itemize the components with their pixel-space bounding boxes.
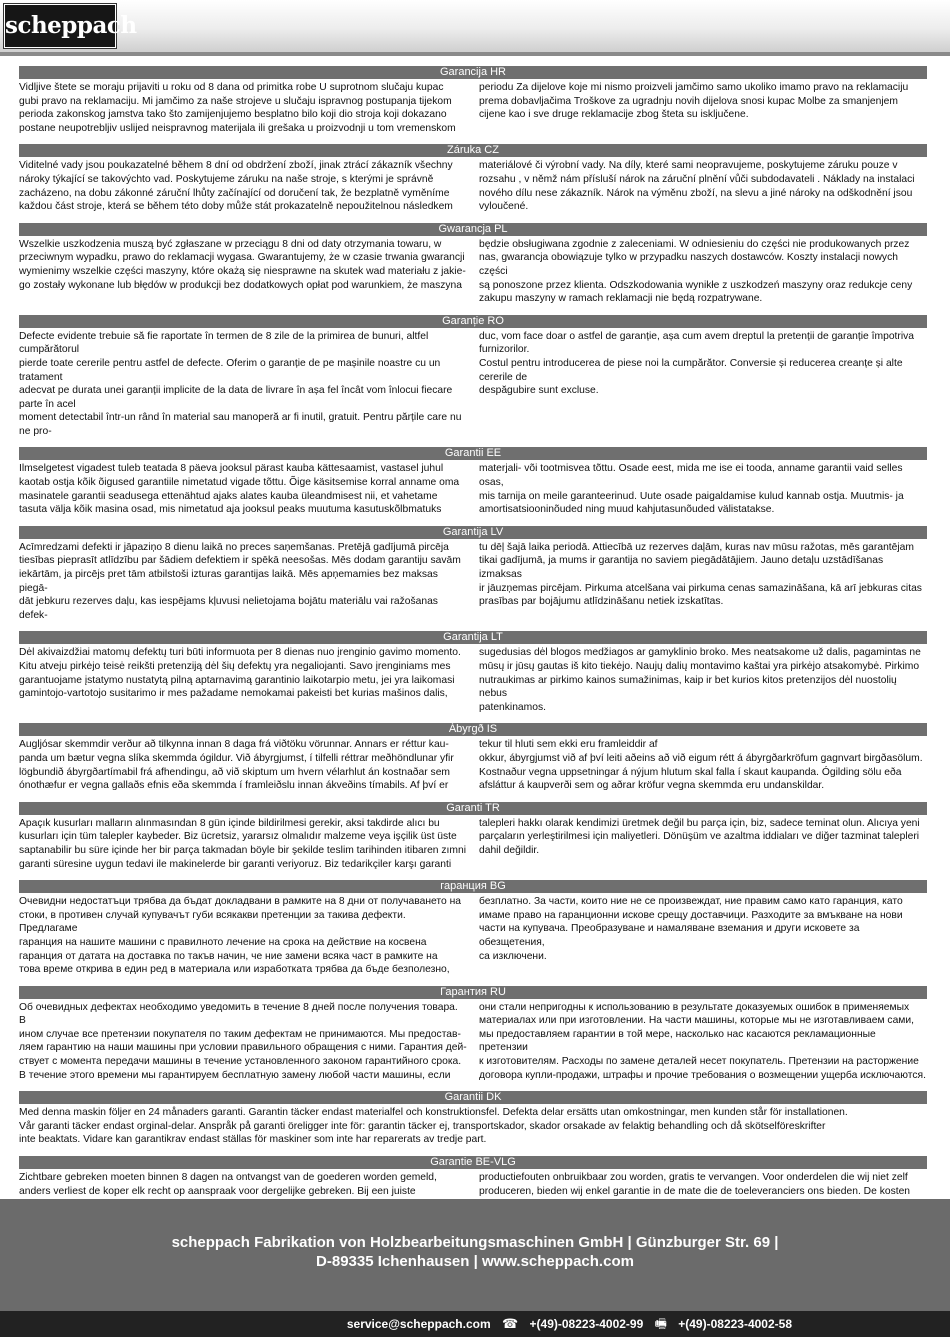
section-title: Garanție RO <box>19 315 927 328</box>
section-title: Garantii DK <box>19 1091 927 1104</box>
section-text-left: Viditelné vady jsou poukazatelné během 8 dní od obdržení zboží, jinak ztrácí zákazník všechny nároky týkající se takovýchto vad. Poskytujeme záruku na naše stroje, s kterými je správně zacházeno, na dobu zákonné záruční lhůty začínající od doručení tak, že bezplatně vyměníme každou část stroje, která se během této doby může stát prokazatelně nepoužitelnou následkem <box>19 160 453 213</box>
section-ee <box>19 447 927 516</box>
section-title: Záruka CZ <box>19 144 927 157</box>
section-text-left: Defecte evidente trebuie să fie raportate în termen de 8 zile de la primirea de bunuri, altfel cumpărătorul pierde toate cererile pentru astfel de defecte. Oferim o garanție de pe mașinile noastre cu un tratament adecvat pe durata unei garanții implicite de la data de livrare în așa fel încât vom înlocui fiecare parte în acel moment detectabil într-un rând în material sau manoperă ar fi inutil, gratuit. Pentru părțile care nu ne pro- <box>19 330 462 437</box>
section-ro <box>19 315 927 439</box>
section-text-right: tekur til hluti sem ekki eru framleiddir af okkur, ábyrgjumst við af því leiti aðeins að við eigum rétt á ábyrgðarkröfum gagnvart birgðasölum. Kostnaður vegna uppsetningar á nýjum hlutum skal falla í skaut kaupanda. Ógilding sölu eða afsláttur á kaupverði sem og aðrar kröfur vegna skemmda eru undanskildar. <box>479 739 923 792</box>
section-title: Garanti TR <box>19 802 927 815</box>
page-header <box>0 0 950 56</box>
section-cz <box>19 144 927 213</box>
section-text-right: безплатно. За части, които ние не се произвеждат, ние правим само като гаранция, като имаме право на гаранционни искове срещу доставчици. Разходите за вмъкване на нови части на купувача. Преобразуване и намаляване вземания и други исковете за обезщетения, са изключени. <box>479 896 903 962</box>
section-text-left: Dėl akivaizdžiai matomų defektų turi būti informuota per 8 dienas nuo įrenginio gavimo momento. Kitu atveju pirkėjo teisė reikšti pretenziją dėl šių defektų yra negaliojanti. Savo įrenginiams mes garantuojame įstatymo nustatytą pilną aptarnavimą garantinio laikotarpio metu, jei yra laikomasi gamintojo-vartotojo susitarimo ir mes pažadame nemokamai pakeisti bet kurias mašinos dalis, <box>19 647 461 700</box>
section-text-right: periodu Za dijelove koje mi nismo proizveli jamčimo samo ukoliko imamo pravo na reklamaciju prema dobavljačima Troškove za ugradnju novih dijelova snosi kupac Molbe za smanjenjem cijene kao i sve druge reklamacije zbog šteta su isključene. <box>479 82 909 121</box>
brand-logo: scheppach <box>4 4 116 48</box>
page-footer <box>0 1199 950 1337</box>
section-text-right: они стали непригодны к использованию в результате доказуемых ошибок в применяемых материалах или при изготовлении. На части машины, которые мы не изготавливаем сами, мы предоставляем гарантии в той мере, насколько нас касаются рекламационные претензии к изготовителям. Расходы по замене деталей несет покупатель. Претензии на расторжение договора купли-продажи, штрафы и прочие требования о возмещении ущерба исключаются. <box>479 1001 926 1081</box>
contact-bar <box>0 1311 950 1337</box>
section-text-full: Med denna maskin följer en 24 månaders garanti. Garantin täcker endast materialfel och konstruktionsfel. Defekta delar ersätts utan omkostningar, men kunden står för installationen. Vår garanti täcker endast orginal-delar. Anspråk på garanti öreligger inte för: garantin täcker ej, transportskador, skador orsakade av felaktig behandling och då skötselföreskrifter inte beaktats. Vidare kan garantikrav endast ställas för maskiner som inte har reparerats av tredje part. <box>19 1107 848 1146</box>
section-text-right: materjali- või tootmisvea tõttu. Osade eest, mida me ise ei tooda, anname garantii vaid selles osas, mis tarnija on meile garanteerinud. Uute osade paigaldamise kulud kannab ostja. Muutmis- ja amortisatsiooninõuded ning muud kahjutasunõuded välistatakse. <box>479 463 904 516</box>
section-title: Garantie BE-VLG <box>19 1156 927 1169</box>
section-lv <box>19 526 927 623</box>
section-bg <box>19 880 927 977</box>
section-title: Gwarancja PL <box>19 223 927 236</box>
section-title: Garancija HR <box>19 66 927 79</box>
section-title: Ábyrgð IS <box>19 723 927 736</box>
section-title: Гарантия RU <box>19 986 927 999</box>
phone-number[interactable]: +(49)-08223-4002-99 <box>529 1317 644 1331</box>
section-title: Garantija LT <box>19 631 927 644</box>
section-text-right: materiálové či výrobní vady. Na díly, které sami neopravujeme, poskytujeme záruku pouze v rozsahu , v němž nám přísluší nárok na záruční plnění vůči subdodavateli . Náklady na instalaci nového dílu nese zákazník. Nárok na výměnu zboží, na slevu a jiné nároky na odškodnění jsou vyloučené. <box>479 160 915 213</box>
warranty-content <box>19 66 927 1234</box>
section-text-left: Apaçık kusurları malların alınmasından 8 gün içinde bildirilmesi gerekir, aksi takdirde alıcı bu kusurları için tüm talepler kaybeder. Biz ücretsiz, yararsız olmalıdır malzeme veya işçilik üst üste saptanabilir bu süre içinde her bir parça takmadan böyle bir şekilde teslim tarihinden itibaren zımni garanti süresine uygun tedavi ile makinelerde bir garanti veriyoruz. Biz tedarikçiler karşı garanti <box>19 817 466 870</box>
service-email-link[interactable]: service@scheppach.com <box>346 1317 491 1331</box>
section-text-left: Wszelkie uszkodzenia muszą być zgłaszane w przeciągu 8 dni od daty otrzymania towaru, w przeciwnym wypadku, prawo do reklamacji wygasa. Gwarantujemy, że w czasie trwania gwarancji wymienimy wszelkie części maszyny, które okażą się niesprawne na skutek wad materiału z jakie- go zostały wykonane lub błędów w produkcji bez dodatkowych opłat pod warunkiem, że maszyna <box>19 238 466 291</box>
section-text-left: Vidljive štete se moraju prijaviti u roku od 8 dana od primitka robe U suprotnom slučaju kupac gubi pravo na reklamaciju. Mi jamčimo za naše strojeve u slučaju ispravnog postupanja tijekom perioda zakonskog jamstva tako što zamijenjujemo besplatno bilo koji dio stroja koji dokazano postane neupotrebljiv uslijed neispravnog materijala ili grešaka u proizvodnji u tom vremenskom <box>19 82 456 134</box>
section-text-right: productiefouten onbruikbaar zou worden, gratis te vervangen. Voor onderdelen die wij niet zelf produceren, bieden wij enkel garantie in de mate die de toeleveranciers ons bieden. De kosten <box>479 1172 911 1197</box>
fax-number: +(49)-08223-4002-58 <box>678 1317 792 1331</box>
section-text-left: Об очевидных дефектах необходимо уведомить в течение 8 дней после получения товара. В ином случае все претензии покупателя по таким дефектам не принимаются. Мы предостав- ляем гарантию на наши машины при условии правильного обращения с ними. Гарантия дей- ствует с момента передачи машины в течение установленного законом гарантийного срока. В течение этого времени мы гарантируем бесплатную замену любой части машины, если <box>19 1001 467 1081</box>
fax-icon: 🖷 <box>654 1316 667 1331</box>
section-title: Garantija LV <box>19 526 927 539</box>
section-pl <box>19 223 927 306</box>
section-ru <box>19 986 927 1083</box>
section-text-right: tu dēļ šajā laika periodā. Attiecībā uz rezerves daļām, kuras nav mūsu ražotas, mēs garantējam tikai gadījumā, ja mums ir garantija no saviem piegādātājiem. Jauno detaļu uzstādīšanas izmaksas ir jāuzņemas pircējam. Pirkuma atcelšana vai pirkuma cenas samazināšana, kā arī jebkuras citas prasības par bojājumu atlīdzināšanu netiek izskatītas. <box>479 541 922 608</box>
section-tr <box>19 802 927 871</box>
company-address: scheppach Fabrikation von Holzbearbeitungsmaschinen GmbH | Günzburger Str. 69 | D-89335 Ichenhausen | www.scheppach.com <box>171 1234 779 1270</box>
section-text-left: Ilmselgetest vigadest tuleb teatada 8 päeva jooksul pärast kauba kättesaamist, vastasel juhul kaotab ostja kõik õigused garantiile nimetatud vigade tõttu. Õige käsitsemise korral anname oma masinatele garantii seadusega ettenähtud ajaks alates kauba üleandmisest nii, et vahetame tasuta välja kõik masina osad, mis nimetatud aja jooksul peaks muutuma kasutuskõlbmatuks <box>19 463 460 516</box>
section-text-right: sugedusias dėl blogos medžiagos ar gamyklinio broko. Mes neatsakome už dalis, pagamintas ne mūsų ir jūsų gautas iš kito tiekėjo. Naujų dalių montavimo kaštai yra pirkėjo atsakomybė. Pirkimo nutraukimas ar pirkimo kainos sumažinimas, kaip ir bet kurios kitos pretenzijos dėl nuostolių nebus patenkinamos. <box>479 647 921 713</box>
section-is <box>19 723 927 792</box>
section-title: Garantii EE <box>19 447 927 460</box>
section-text-right: talepleri hakkı olarak kendimizi üretmek değil bu parça için, biz, sadece teminat olun. Alıcıya yeni parçaların yerleştirilmesi için maliyetleri. Dönüşüm ve azaltma iddiaları ve diğer tazminat talepleri dahil değildir. <box>479 817 920 856</box>
section-hr <box>19 66 927 135</box>
section-text-right: będzie obsługiwana zgodnie z zaleceniami. W odniesieniu do części nie produkowanych przez nas, gwarancja obowiązuje tylko w przypadku naszych dostawców. Koszty instalacji nowych części są ponoszone przez klienta. Odszkodowania wynikłe z uszkodzeń maszyny oraz redukcje ceny zakupu maszyny w ramach reklamacji nie będą rozpatrywane. <box>479 238 913 305</box>
phone-icon: ☎ <box>501 1316 519 1331</box>
section-text-left: Очевидни недостатъци трябва да бъдат докладвани в рамките на 8 дни от получаването на стоки, в противен случай купувачът губи всякакви претенции за такива дефекти. Предлагаме гаранция на нашите машини с правилното лечение на срока на действие на косвена гаранция от датата на доставка по такъв начин, че ние замени всяка част в рамките на това време открива в един ред в материала или изработката трябва да бъде безполезно, <box>19 896 461 976</box>
section-text-left: Zichtbare gebreken moeten binnen 8 dagen na ontvangst van de goederen worden gemeld, anders verliest de koper elk recht op aanspraak voor dergelijke gebreken. Bij een juiste <box>19 1172 437 1197</box>
section-text-right: duc, vom face doar o astfel de garanție, așa cum avem dreptul la pretenții de garanție împotriva furnizorilor. Costul pentru introducerea de piese noi la cumpărător. Conversie și reducerea creanțe și alte cererile de despăgubire sunt excluse. <box>479 330 914 397</box>
section-dk <box>19 1091 927 1147</box>
section-text-left: Acīmredzami defekti ir jāpaziņo 8 dienu laikā no preces saņemšanas. Pretējā gadījumā pircēja tiesības pieprasīt atlīdzību par šādiem defektiem ir spēkā neesošas. Mēs dodam garantiju savām iekārtām, ja pircējs pret tām atbilstoši izturas garantijas laikā. Mēs apņemamies bez maksas piegā- dāt jebkuru rezerves daļu, kas iespējams kļuvusi nelietojama bojātu materiālu vai ražošanas defek- <box>19 541 461 621</box>
section-title: гаранция BG <box>19 880 927 893</box>
section-lt <box>19 631 927 714</box>
section-text-left: Augljósar skemmdir verður að tilkynna innan 8 daga frá viðtöku vörunnar. Annars er réttur kau- panda um bætur vegna slíka skemmda ógildur. Við ábyrgjumst, í tilfelli réttrar meðhöndlunar yfir lögbundið ábyrgðartímabil frá afhendingu, að við skiptum um hvern vélarhlut án kostnaðar sem ónothæfur er vegna gallaðs efnis eða skemmda í framleiðslu innan ákveðins tímabils. Af því er <box>19 739 454 792</box>
